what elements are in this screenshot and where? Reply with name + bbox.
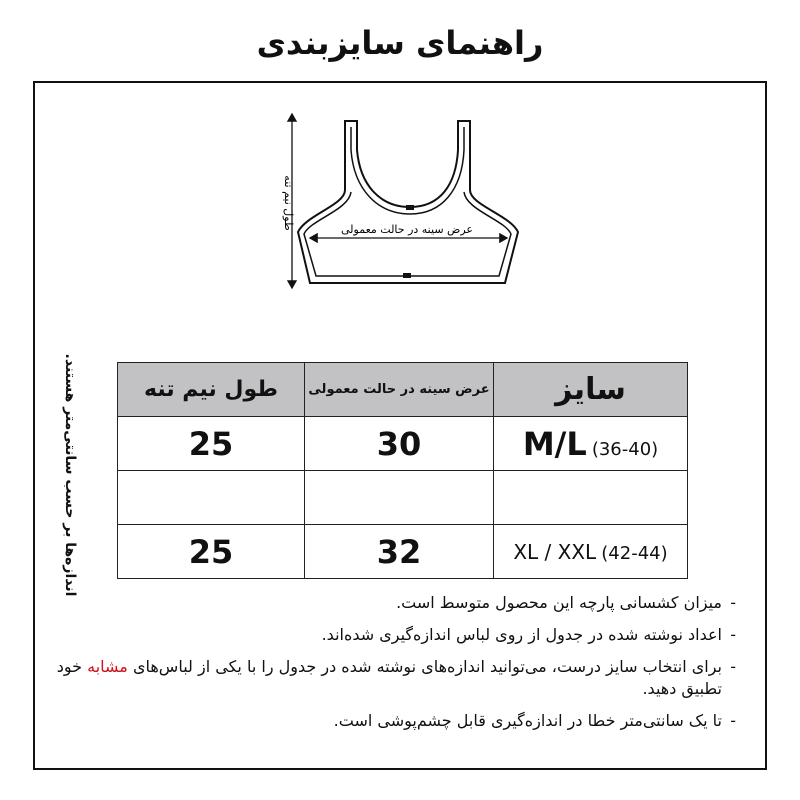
note-text: تا یک سانتی‌متر خطا در اندازه‌گیری قابل چشم‌پوشی است.: [333, 711, 722, 730]
garment-diagram: [0, 0, 800, 330]
header-size: سایز: [494, 363, 688, 417]
height-label: طول نیم تنه: [282, 175, 295, 231]
seam-mark-bottom: [403, 273, 411, 278]
cell-chest: 30: [305, 417, 494, 471]
cell-length: 25: [118, 417, 305, 471]
cell-size: [494, 471, 688, 525]
list-item: - تا یک سانتی‌متر خطا در اندازه‌گیری قابل چشم‌پوشی است.: [333, 711, 736, 730]
header-chest: عرض سینه در حالت معمولی: [305, 363, 494, 417]
note-text: میزان کشسانی پارچه این محصول متوسط است.: [396, 593, 722, 612]
note-text: برای انتخاب سایز درست، می‌توانید اندازه‌های نوشته شده در جدول را با یکی از لباس‌های: [132, 657, 722, 676]
cell-chest: 32: [305, 525, 494, 579]
notes-list: [46, 592, 736, 742]
size-label: M/L: [522, 424, 587, 463]
garment-inner-outline: [304, 127, 511, 276]
size-table: [117, 362, 688, 579]
note-text: اعداد نوشته شده در جدول از روی لباس اندازه‌گیری شده‌اند.: [321, 625, 722, 644]
table-row: [118, 417, 688, 471]
cell-length: 25: [118, 525, 305, 579]
cell-size: [494, 417, 688, 471]
size-range: (42-44): [601, 542, 668, 564]
cell-chest: [305, 471, 494, 525]
list-item: - اعداد نوشته شده در جدول از روی لباس اندازه‌گیری شده‌اند.: [321, 625, 736, 644]
size-label: XL / XXL: [513, 539, 597, 564]
seam-mark-top: [406, 205, 414, 210]
unit-note: اندازه‌ها بر حسب سانتی‌متر هستند.: [62, 353, 78, 597]
list-item: - برای انتخاب سایز درست، می‌توانید اندازه‌های نوشته شده در جدول را با یکی از لباس‌های مشابه خود تطبیق دهید.: [56, 657, 736, 698]
header-length: طول نیم تنه: [118, 363, 305, 417]
size-range: (36-40): [591, 438, 659, 460]
cell-size: [494, 525, 688, 579]
chest-label: عرض سینه در حالت معمولی: [341, 223, 473, 236]
cell-length: [118, 471, 305, 525]
note-text-after: خود تطبیق دهید.: [56, 657, 722, 698]
table-header-row: [118, 363, 688, 417]
table-row: [118, 471, 688, 525]
list-item: - میزان کشسانی پارچه این محصول متوسط است.: [396, 593, 736, 612]
page-title: راهنمای سایزبندی: [256, 24, 544, 62]
garment-outline: [298, 121, 518, 283]
note-highlight: مشابه: [87, 657, 128, 676]
table-row: [118, 525, 688, 579]
